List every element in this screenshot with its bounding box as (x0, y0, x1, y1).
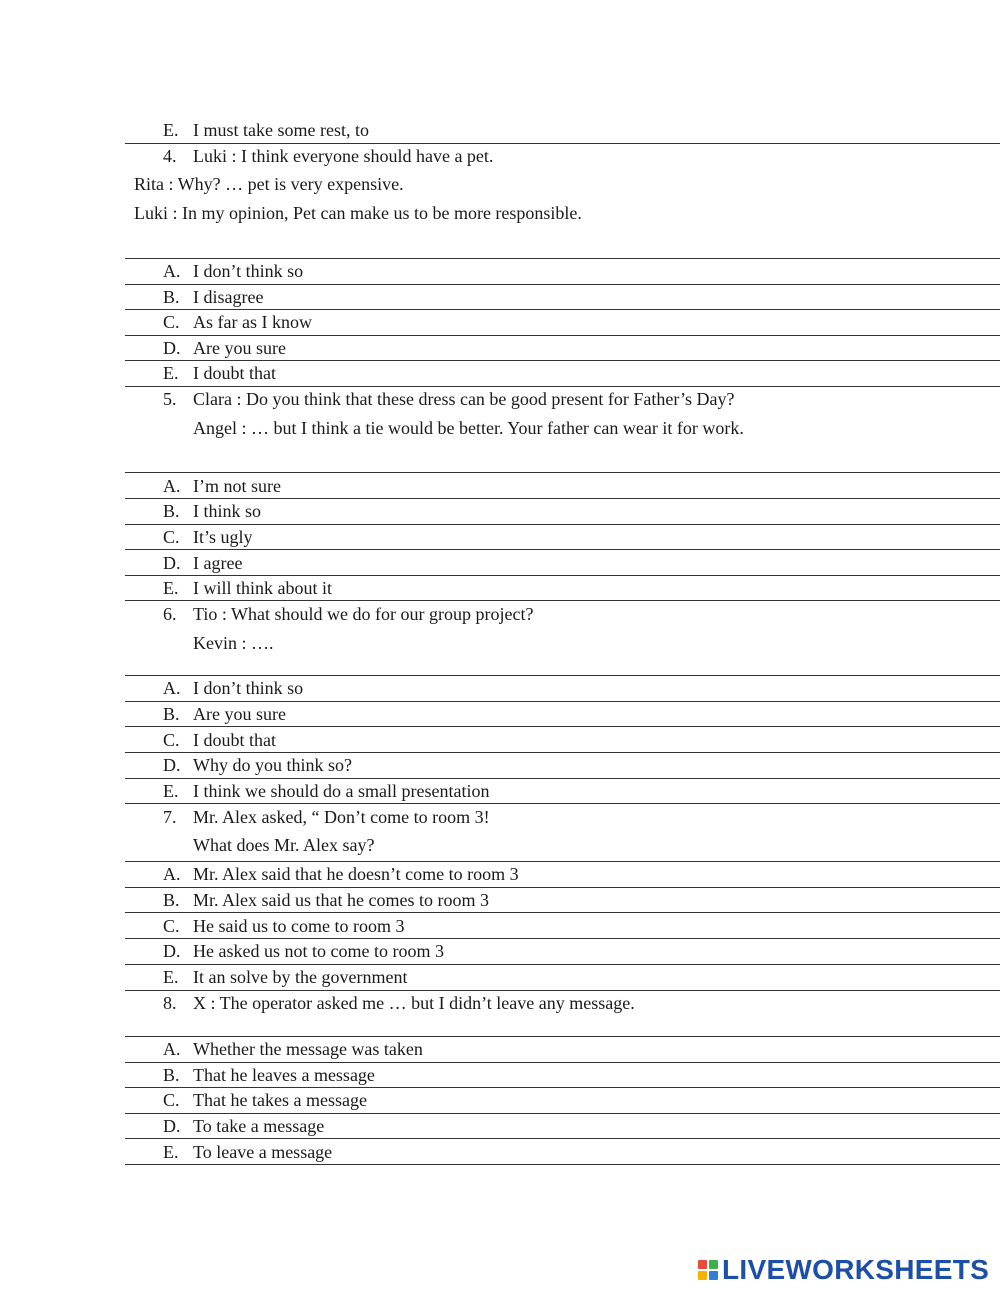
option-text: Mr. Alex said us that he comes to room 3 (193, 890, 489, 910)
option-letter: C. (163, 916, 180, 936)
option-text: He asked us not to come to room 3 (193, 941, 444, 961)
option-letter: D. (163, 941, 181, 961)
answer-line (125, 1138, 1000, 1139)
dialogue-line: Kevin : …. (193, 633, 274, 653)
answer-line (125, 1164, 1000, 1165)
option-text: I think we should do a small presentation (193, 781, 490, 801)
option-letter: A. (163, 476, 181, 496)
answer-line (125, 524, 1000, 525)
logo-square (698, 1271, 707, 1280)
answer-line (125, 778, 1000, 779)
option-text: I don’t think so (193, 261, 304, 281)
dialogue-line: Rita : Why? … pet is very expensive. (134, 174, 404, 194)
option-text: I’m not sure (193, 476, 281, 496)
option-text: That he leaves a message (193, 1065, 375, 1085)
option-letter: B. (163, 287, 180, 307)
option-text: I must take some rest, to (193, 120, 369, 140)
option-letter: C. (163, 527, 180, 547)
option-letter: C. (163, 730, 180, 750)
option-letter: B. (163, 890, 180, 910)
answer-line (125, 990, 1000, 991)
answer-line (125, 701, 1000, 702)
option-letter: D. (163, 338, 181, 358)
option-text: It an solve by the government (193, 967, 408, 987)
answer-line (125, 1087, 1000, 1088)
option-letter: E. (163, 1142, 179, 1162)
option-text: Are you sure (193, 704, 286, 724)
logo-square (709, 1260, 718, 1269)
option-text: I don’t think so (193, 678, 304, 698)
answer-line (125, 861, 1000, 862)
answer-line (125, 600, 1000, 601)
question-number: 5. (163, 389, 177, 409)
answer-line (125, 143, 1000, 144)
question-text: X : The operator asked me … but I didn’t leave any message. (193, 993, 635, 1013)
option-text: To take a message (193, 1116, 325, 1136)
answer-line (125, 575, 1000, 576)
answer-line (125, 964, 1000, 965)
option-text: He said us to come to room 3 (193, 916, 405, 936)
option-letter: D. (163, 553, 181, 573)
option-text: I think so (193, 501, 262, 521)
option-text: I doubt that (193, 730, 276, 750)
question-text: Tio : What should we do for our group project? (193, 604, 534, 624)
option-text: As far as I know (193, 312, 312, 332)
option-letter: D. (163, 755, 181, 775)
option-letter: A. (163, 261, 181, 281)
option-letter: C. (163, 312, 180, 332)
option-letter: E. (163, 967, 179, 987)
option-letter: A. (163, 1039, 181, 1059)
option-letter: C. (163, 1090, 180, 1110)
question-number: 8. (163, 993, 177, 1013)
option-text: I doubt that (193, 363, 276, 383)
answer-line (125, 309, 1000, 310)
answer-line (125, 335, 1000, 336)
option-text: I disagree (193, 287, 264, 307)
question-number: 6. (163, 604, 177, 624)
option-letter: B. (163, 704, 180, 724)
option-text: Whether the message was taken (193, 1039, 423, 1059)
liveworksheets-logo (698, 1255, 989, 1285)
question-text: Clara : Do you think that these dress can be good present for Father’s Day? (193, 389, 735, 409)
answer-line (125, 887, 1000, 888)
logo-square (709, 1271, 718, 1280)
answer-line (125, 258, 1000, 259)
answer-line (125, 803, 1000, 804)
answer-line (125, 472, 1000, 473)
answer-line (125, 1036, 1000, 1037)
option-text: To leave a message (193, 1142, 333, 1162)
logo-squares-icon (698, 1260, 718, 1280)
question-text: Mr. Alex asked, “ Don’t come to room 3! (193, 807, 490, 827)
answer-line (125, 912, 1000, 913)
answer-line (125, 1113, 1000, 1114)
option-text: I agree (193, 553, 243, 573)
logo-text: LIVEWORKSHEETS (722, 1254, 990, 1285)
option-text: Mr. Alex said that he doesn’t come to room 3 (193, 864, 519, 884)
logo-square (698, 1260, 707, 1269)
question-number: 4. (163, 146, 177, 166)
option-letter: A. (163, 678, 181, 698)
answer-line (125, 938, 1000, 939)
option-text: It’s ugly (193, 527, 253, 547)
question-number: 7. (163, 807, 177, 827)
answer-line (125, 752, 1000, 753)
option-letter: E. (163, 120, 179, 140)
dialogue-line: Luki : In my opinion, Pet can make us to be more responsible. (134, 203, 582, 223)
option-letter: A. (163, 864, 181, 884)
option-text: That he takes a message (193, 1090, 367, 1110)
option-text: Are you sure (193, 338, 286, 358)
option-letter: D. (163, 1116, 181, 1136)
option-text: Why do you think so? (193, 755, 352, 775)
option-letter: E. (163, 578, 179, 598)
answer-line (125, 1062, 1000, 1063)
answer-line (125, 360, 1000, 361)
dialogue-line: What does Mr. Alex say? (193, 835, 375, 855)
answer-line (125, 549, 1000, 550)
question-text: Luki : I think everyone should have a pet. (193, 146, 494, 166)
answer-line (125, 284, 1000, 285)
option-letter: B. (163, 501, 180, 521)
answer-line (125, 675, 1000, 676)
answer-line (125, 498, 1000, 499)
answer-line (125, 386, 1000, 387)
dialogue-line: Angel : … but I think a tie would be better. Your father can wear it for work. (193, 418, 744, 438)
option-letter: B. (163, 1065, 180, 1085)
answer-line (125, 726, 1000, 727)
option-letter: E. (163, 781, 179, 801)
option-text: I will think about it (193, 578, 332, 598)
option-letter: E. (163, 363, 179, 383)
